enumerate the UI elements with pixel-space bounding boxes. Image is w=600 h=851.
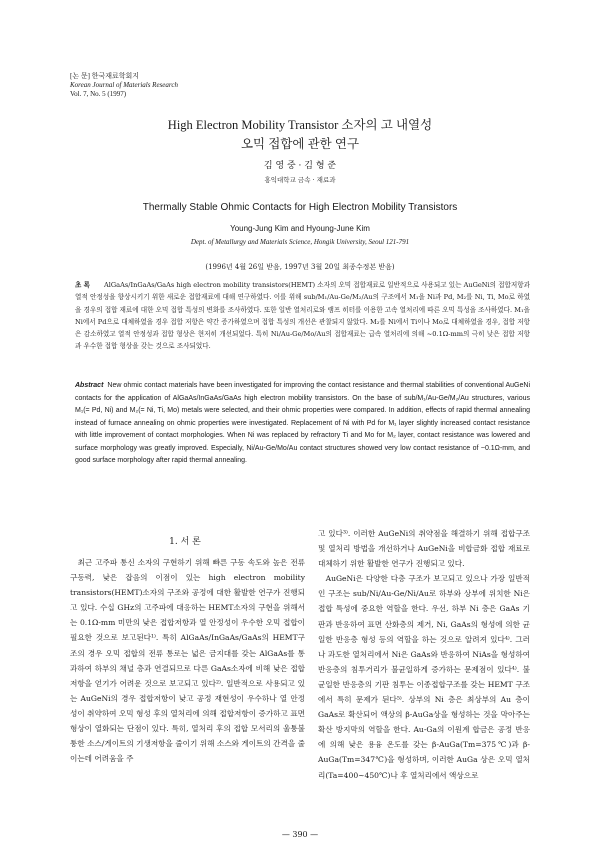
abstract-en-label: Abstract [75, 382, 104, 389]
affiliation-ko: 홍익대학교 금속 · 재료과 [264, 176, 336, 184]
journal-volume: Vol. 7, No. 5 (1997) [70, 90, 127, 98]
paper-title-ko [0, 116, 600, 154]
abstract-en [75, 380, 530, 468]
page-number: — 390 — [281, 830, 319, 839]
journal-header [70, 72, 178, 99]
title-line-2: 오믹 접합에 관한 연구 [240, 137, 360, 151]
affiliation-en: Dept. of Metallurgy and Materials Science, Hongik University, Seoul 121-791 [190, 238, 410, 246]
abstract-ko-text: AlGaAs/InGaAs/GaAs high electron mobility transistors(HEMT) 소자의 오믹 접합재료로 일반적으로 사용되고 있는 AuGeNi의 접합저항과 열적 안정성을 향상시키기 위한 새로운 접합재료에 대해 연구하였다. 이를 위해 sub/M₁/Au-Ge/M₂/Au의 구조에서 M₁을 Ni과 Pd, M₂를 Ni, Ti, Mo로 하였을 경우의 접합 재료에 대한 오믹 접합 특성의 변화를 조사하였다. 또한 일반 열처리로와 램프 히터를 이용한 고속 열처리에 따른 오믹 특성을 조사하였다. M₁을 Ni에서 Pd으로 대체하였을 경우 접합 저항은 약간 증가하였으며 접합 특성의 개선은 관찰되지 않았다. M₂를 Ni에서 Ti이나 Mo로 대체하였을 경우, 접합 저항은 감소하였고 열적 안정성과 접합 형상은 현저히 개선되었다. 특히 Ni/Au-Ge/Mo/Au의 접합재료는 급속 열처리에 의해 ~0.1Ω-mm의 극히 낮은 접합 저항과 우수한 접합 형상을 갖는 것으로 조사되었다. [75, 281, 530, 351]
section-heading-introduction: 1. 서 론 [169, 537, 201, 547]
paragraph: AuGeNi은 다양한 다층 구조가 보고되고 있으나 가장 일반적인 구조는 sub/Ni/Au-Ge/Ni/Au로 하부와 상부에 위치한 Ni은 접합 특성에 중요한 역할을 한다. 우선, 하부 Ni 층은 GaAs 기판과 반응하여 표면 산화층의 제거, Ni, GaAs의 형성에 의한 균일한 반응층 형성 등의 역할을 하는 것으로 알려져 있다⁴⁾. 그러나 과도한 열처리에서 Ni은 GaAs와 반응하여 NiAs을 형성하여 반응층의 침투거리가 불균일하게 증가하는 문제점이 있다⁴⁾. 불균일한 반응층의 기판 침투는 이종접합구조를 갖는 HEMT 구조에서 특히 문제가 된다⁵⁾. 상부의 Ni 층은 최상부의 Au 층이 GaAs로 확산되어 액상의 β-AuGa상을 형성하는 것을 막아주는 확산 방지막의 역할을 한다. Au-Ga의 이원계 합금은 공정 반응에 의해 낮은 용융 온도를 갖는 β-AuGa(Tm=375℃)과 β-AuGa(Tm=347℃)을 형성하며, 이러한 AuGa 상은 오믹 열처리(Ta=400~450℃)나 후 열처리에서 액상으로 [318, 574, 530, 780]
authors-en: Young-Jung Kim and Hyoung-June Kim [230, 224, 370, 233]
paragraph: 고 있다³⁾. 이러한 AuGeNi의 취약점을 해결하기 위해 접합구조 및 열처리 방법을 개선하거나 AuGeNi을 비합금화 접합 재료로 대체하기 위한 활발한 연구가 진행되고 있다. [318, 529, 530, 569]
paper-title-en: Thermally Stable Ohmic Contacts for High Electron Mobility Transistors [142, 202, 458, 213]
journal-name-ko: [논 문] 한국재료학회지 [70, 72, 140, 80]
abstract-en-text: New ohmic contact materials have been investigated for improving the contact resistance and thermal stabilities of conventional AuGeNi contacts for the application of AlGaAs/InGaAs/GaAs high electron mobility transistors. On the base of sub/M₁/Au-Ge/M₂/Au structures, various M₁(= Pd, Ni) and M₂(= Ni, Ti, Mo) metals were selected, and their ohmic properties were compared. In addition, effects of rapid thermal annealing instead of furnace annealing on ohmic properties were investigated. Replacement of Ni with Pd for M₁ layer slightly increased contact resistance with little improvement of contact morphologies. When Ni was replaced by refractory Ti and Mo for M₂ layer, contact resistance was lowered and surface morphology was greatly improved. Especially, Ni/Au-Ge/Mo/Au contact structures showed very low contact resistance of ~0.1Ω-mm, and good surface morphology after rapid thermal annealing. [75, 382, 530, 464]
abstract-ko-label: 초 록 [75, 281, 91, 289]
title-line-1: High Electron Mobility Transistor 소자의 고 내열성 [167, 118, 433, 132]
body-column-right [318, 526, 530, 783]
journal-name-en: Korean Journal of Materials Research [70, 81, 178, 89]
received-dates: (1996년 4월 26일 받음, 1997년 3월 20일 최종수정본 받음) [205, 263, 395, 271]
abstract-ko [75, 279, 530, 353]
authors-ko: 김 영 중 · 김 형 준 [263, 161, 337, 171]
paragraph: 최근 고주파 통신 소자의 구현하기 위해 빠른 구동 속도와 높은 전류 구동력, 낮은 잡음의 이점이 있는 high electron mobility transistors(HEMT)소자의 구조와 공정에 대한 활발한 연구가 진행되고 있다. 수십 GHz의 고주파에 대응하는 HEMT소자의 구현을 위해서는 0.1Ω-mm 미만의 낮은 접합저항과 열 안정성이 우수한 오믹 접합이 필요한 것으로 보고된다¹⁾. 특히 AlGaAs/InGaAs/GaAs의 HEMT구조의 경우 오믹 접합의 전류 통로는 넓은 금지대를 갖는 AlGaAs를 통과하여 하부의 채널 층과 연결되므로 다른 GaAs소자에 비해 낮은 접합저항을 얻기가 어려운 것으로 보고되고 있다²⁾. 일반적으로 사용되고 있는 AuGeNi의 경우 접합저항이 낮고 공정 재현성이 우수하나 열 안정성이 취약하여 오믹 형성 후의 열처리에 의해 접합저항이 증가하고 표면 형상이 열화되는 단점이 있다. 특히, 열처리 후의 접합 모서리의 울퉁불퉁한 소스/게이트의 기생저항을 줄이기 위해 소스와 게이트의 간격을 줄이는데 어려움을 주 [70, 558, 305, 764]
body-column-left [70, 555, 305, 766]
